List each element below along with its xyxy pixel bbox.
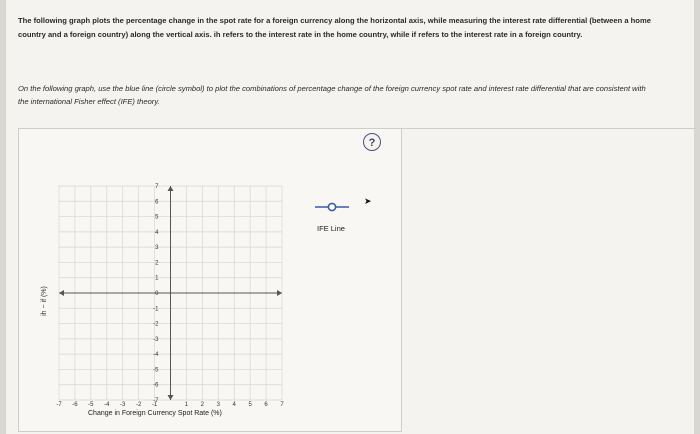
y-tick-label: 5 <box>155 214 159 221</box>
x-tick-label: -2 <box>135 402 142 408</box>
y-tick-label: 4 <box>155 229 159 236</box>
x-tick-labels <box>56 402 284 408</box>
x-tick-label: -1 <box>151 402 158 408</box>
y-tick-label: 1 <box>155 275 159 282</box>
y-tick-label: 7 <box>155 184 159 190</box>
y-tick-label: -3 <box>153 336 159 343</box>
y-tick-label: 6 <box>155 199 159 206</box>
x-tick-label: -6 <box>72 402 78 408</box>
legend-label: IFE Line <box>317 224 345 233</box>
y-tick-label: 3 <box>155 245 159 252</box>
x-tick-label: -5 <box>88 402 94 408</box>
y-tick-label: 0 <box>155 291 159 297</box>
x-tick-label: -3 <box>120 402 126 408</box>
instruction-paragraph: On the following graph, use the blue line (circle symbol) to plot the combinations of percentage change of the foreign currency spot rate and interest rate differential that are consistent with the international Fisher effect (IFE) theory. <box>18 84 646 106</box>
y-axis-top-arrow <box>168 186 174 191</box>
mouse-cursor-icon: ➤ <box>364 196 372 206</box>
y-tick-label: -2 <box>153 321 159 328</box>
axes <box>59 186 282 400</box>
x-tick-label: 4 <box>232 402 236 408</box>
y-axis-title: ih − if (%) <box>41 286 48 316</box>
x-tick-label: 1 <box>184 402 189 408</box>
x-tick-label: -4 <box>104 402 110 408</box>
x-tick-label: 7 <box>280 402 284 408</box>
y-tick-label: -7 <box>153 398 159 404</box>
circle-line-tool-icon[interactable] <box>312 200 352 214</box>
x-axis-title: Change in Foreign Currency Spot Rate (%) <box>88 410 222 417</box>
x-tick-label: 5 <box>248 402 252 408</box>
x-axis-left-arrow <box>59 290 64 296</box>
y-tick-label: -5 <box>153 367 159 374</box>
y-tick-label: -6 <box>153 382 159 389</box>
y-axis-bottom-arrow <box>168 395 174 400</box>
x-tick-label: -7 <box>56 402 62 408</box>
y-tick-label: 2 <box>155 260 159 267</box>
x-axis-right-arrow <box>277 290 282 296</box>
intro-paragraph: The following graph plots the percentage change in the spot rate for a foreign currency along the horizontal axis, while measuring the interest rate differential (between a home country and a foreign country) along the vertical axis. ih refers to the interest rate in the home country, while if refers to the interest rate in a foreign country. <box>18 16 651 39</box>
y-tick-label: -4 <box>153 352 159 359</box>
y-tick-label: -1 <box>153 306 159 313</box>
x-tick-label: 2 <box>200 402 205 408</box>
help-icon[interactable]: ? <box>363 133 381 151</box>
y-tick-labels <box>153 184 159 404</box>
x-tick-label: 3 <box>216 402 220 408</box>
x-tick-label: 6 <box>264 402 268 408</box>
